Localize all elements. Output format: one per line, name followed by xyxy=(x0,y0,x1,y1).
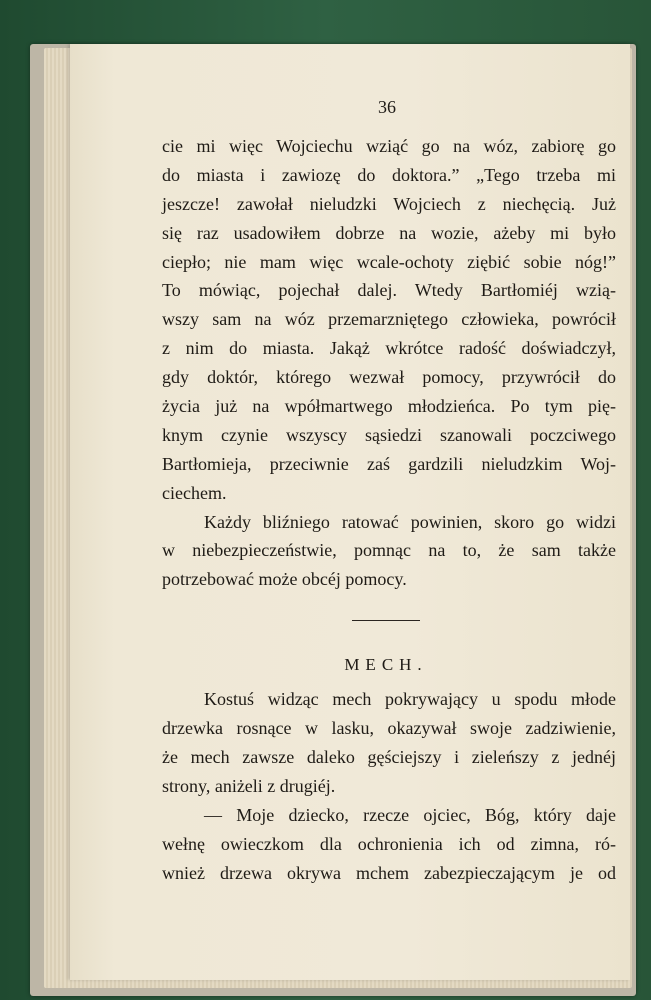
text-line: ciechem. xyxy=(162,482,227,503)
text-line: Kostuś widząc mech pokrywający u spodu młode xyxy=(204,689,616,710)
text-line: ciepło; nie mam więc wcale-ochoty ziębić sobie nóg!” xyxy=(162,251,616,272)
text-line: że mech zawsze daleko gęściejszy i zieleńszy z jednéj xyxy=(162,747,616,768)
text-line: gdy doktór, którego wezwał pomocy, przywrócił do xyxy=(162,367,616,388)
page-text xyxy=(162,92,616,887)
text-line: jeszcze! zawołał nieludzki Wojciech z niechęcią. Już xyxy=(162,193,616,214)
text-line: knym czynie wszyscy sąsiedzi szanowali poczciwego xyxy=(162,424,616,445)
text-line: wnież drzewa okrywa mchem zabezpieczającym je od xyxy=(162,862,616,883)
text-line: drzewka rosnące w lasku, okazywał swoje zadziwienie, xyxy=(162,718,616,739)
text-line: cie mi więc Wojciechu wziąć go na wóz, zabiorę go xyxy=(162,136,616,156)
text-line: wszy sam na wóz przemarzniętego człowieka, powrócił xyxy=(162,309,616,330)
section-heading: MECH. xyxy=(344,655,428,675)
paragraph-4 xyxy=(162,801,616,888)
text-line: To mówiąc, pojechał dalej. Wtedy Bartłomiéj wzią- xyxy=(162,280,616,301)
paragraph-2 xyxy=(162,508,616,595)
text-line: z nim do miasta. Jakąż wkrótce radość doświadczył, xyxy=(162,338,616,359)
text-line: w niebezpieczeństwie, pomnąc na to, że sam także xyxy=(162,540,616,561)
text-line: się raz usadowiłem dobrze na wozie, ażeby mi było xyxy=(162,222,616,243)
text-line: potrzebować może obcéj pomocy. xyxy=(162,569,407,590)
text-line: strony, aniżeli z drugiéj. xyxy=(162,775,336,796)
text-line: życia już na wpółmartwego młodzieńca. Po tym pię- xyxy=(162,396,616,417)
text-line: wełnę owieczkom dla ochronienia ich od zimna, ró- xyxy=(162,833,616,854)
paragraph-3 xyxy=(162,685,616,801)
text-line: — Moje dziecko, rzecze ojciec, Bóg, który daje xyxy=(204,804,616,825)
section-separator-rule xyxy=(352,620,420,621)
text-line: do miasta i zawiozę do doktora.” „Tego trzeba mi xyxy=(162,164,616,185)
text-line: Każdy bliźniego ratować powinien, skoro go widzi xyxy=(204,511,616,532)
paragraph-1 xyxy=(162,132,616,508)
text-line: Bartłomieja, przeciwnie zaś gardzili nieludzkim Woj- xyxy=(162,453,616,474)
page-number: 36 xyxy=(378,97,396,117)
